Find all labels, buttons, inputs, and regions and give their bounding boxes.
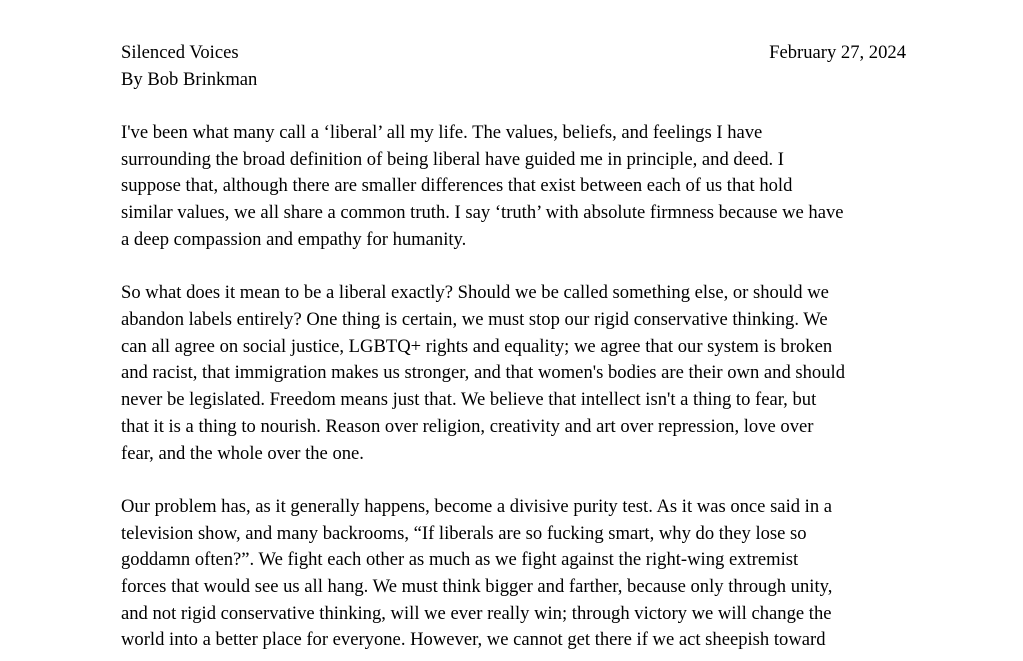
header-row [121, 40, 908, 67]
paragraph-line: suppose that, although there are smaller differences that exist between each of us that hold [121, 175, 793, 197]
paragraph-2 [121, 280, 908, 467]
document-date: February 27, 2024 [769, 42, 906, 63]
paragraph-line: fear, and the whole over the one. [121, 442, 364, 464]
paragraph-line: can all agree on social justice, LGBTQ+ rights and equality; we agree that our system is broken [121, 335, 833, 357]
document-byline: By Bob Brinkman [121, 68, 258, 90]
paragraph-line: world into a better place for everyone. However, we cannot get there if we act sheepish toward [121, 629, 826, 651]
paragraph-line: So what does it mean to be a liberal exactly? Should we be called something else, or should we [121, 282, 829, 304]
paragraph-line: television show, and many backrooms, “If liberals are so fucking smart, why do they lose so [121, 522, 807, 544]
paragraph-line: and racist, that immigration makes us stronger, and that women's bodies are their own and should [121, 362, 845, 384]
paragraph-line: and not rigid conservative thinking, will we ever really win; through victory we will change the [121, 602, 832, 624]
paragraph-line: abandon labels entirely? One thing is certain, we must stop our rigid conservative thinking. We [121, 308, 828, 330]
paragraph-3 [121, 494, 908, 654]
paragraph-line: that it is a thing to nourish. Reason over religion, creativity and art over repression, love over [121, 415, 814, 437]
paragraph-line: surrounding the broad definition of being liberal have guided me in principle, and deed. I [121, 148, 784, 170]
document-title: Silenced Voices [121, 42, 239, 63]
document-content [121, 40, 908, 654]
paragraph-line: Our problem has, as it generally happens, become a divisive purity test. As it was once said in a [121, 495, 833, 517]
paragraph-1 [121, 120, 908, 254]
paragraph-line: never be legislated. Freedom means just that. We believe that intellect isn't a thing to fear, but [121, 389, 817, 411]
paragraph-line: I've been what many call a ‘liberal’ all my life. The values, beliefs, and feelings I have [121, 122, 763, 144]
paragraph-line: a deep compassion and empathy for humanity. [121, 228, 467, 250]
paragraph-line: similar values, we all share a common truth. I say ‘truth’ with absolute firmness because we have [121, 202, 844, 224]
paragraph-line: forces that would see us all hang. We must think bigger and farther, because only through unity, [121, 576, 833, 597]
paragraph-line: goddamn often?”. We fight each other as much as we fight against the right-wing extremist [121, 549, 799, 571]
